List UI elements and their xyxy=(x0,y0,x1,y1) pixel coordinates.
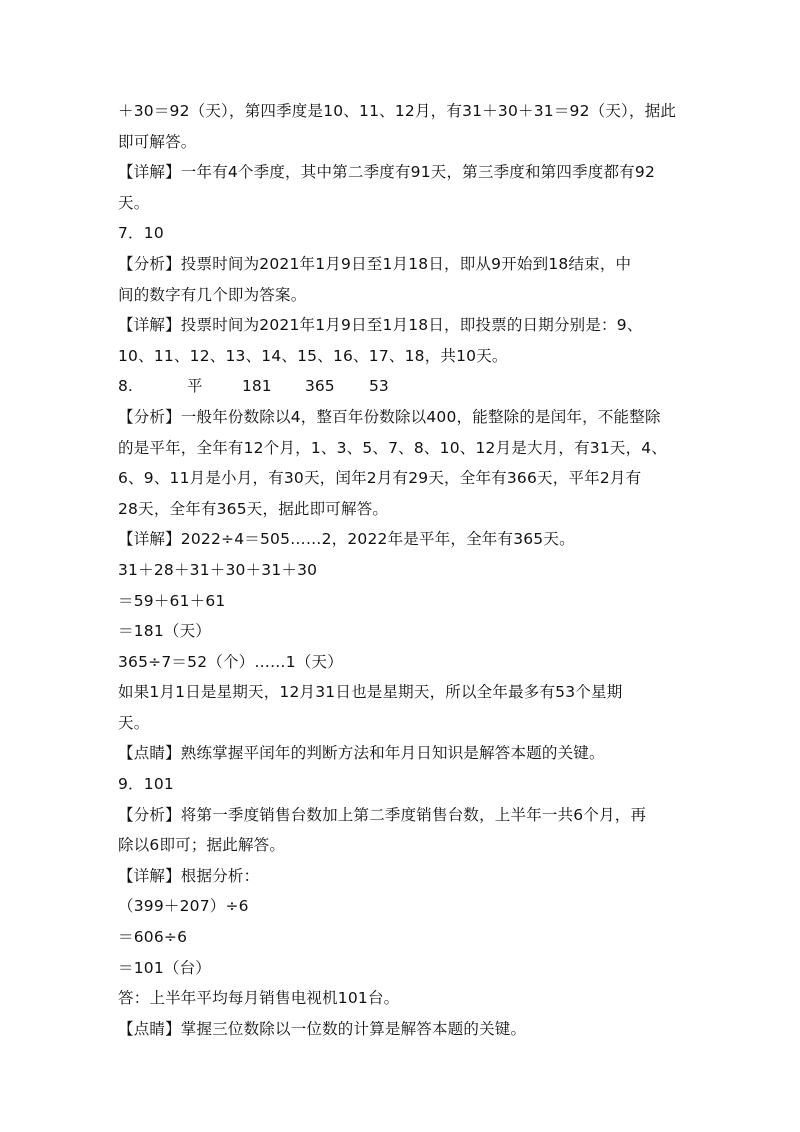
text-line: 天。 xyxy=(118,713,150,732)
question-8-number: 8. xyxy=(118,377,133,396)
equation-line: ＝606÷6 xyxy=(118,928,188,947)
equation-line: 365÷7＝52（个）……1（天） xyxy=(118,652,343,671)
text-line: 28天，全年有365天，据此即可解答。 xyxy=(118,499,389,518)
text-line: 【点睛】掌握三位数除以一位数的计算是解答本题的关键。 xyxy=(118,1019,527,1038)
question-8-answer-2: 181 xyxy=(242,377,272,396)
text-line: 10、11、12、13、14、15、16、17、18，共10天。 xyxy=(118,346,508,365)
text-line: 【分析】将第一季度销售台数加上第二季度销售台数，上半年一共6个月，再 xyxy=(118,805,647,824)
text-line: ＋30＝92（天），第四季度是10、11、12月，有31＋30＋31＝92（天），据此 xyxy=(118,102,677,120)
text-line: 的是平年，全年有12个月，1、3、5、7、8、10、12月是大月，有31天，4、 xyxy=(118,438,668,457)
text-line: 即可解答。 xyxy=(118,132,197,151)
text-line: 【详解】根据分析： xyxy=(118,866,260,885)
text-line: 【详解】2022÷4＝505……2，2022年是平年，全年有365天。 xyxy=(118,530,575,549)
document-content xyxy=(118,96,688,1044)
equation-line: ＝101（台） xyxy=(118,958,211,977)
text-line: 天。 xyxy=(118,193,150,212)
question-7-answer: 7．10 xyxy=(118,224,164,243)
question-9-answer: 9．101 xyxy=(118,775,174,794)
text-line: 【详解】投票时间为2021年1月9日至1月18日，即投票的日期分别是：9、 xyxy=(118,316,643,335)
text-line: 答：上半年平均每月销售电视机101台。 xyxy=(118,989,400,1008)
text-line: 间的数字有几个即为答案。 xyxy=(118,285,307,304)
question-8-answer-4: 53 xyxy=(369,377,389,396)
text-line: 【详解】一年有4个季度，其中第二季度有91天，第三季度和第四季度都有92 xyxy=(118,163,656,182)
equation-line: ＝59＋61＋61 xyxy=(118,591,226,610)
question-8-answer-1: 平 xyxy=(187,377,203,396)
text-line: 【点睛】熟练掌握平闰年的判断方法和年月日知识是解答本题的关键。 xyxy=(118,744,605,763)
text-line: 除以6即可；据此解答。 xyxy=(118,836,286,855)
equation-line: 31＋28＋31＋30＋31＋30 xyxy=(118,560,318,579)
equation-line: ＝181（天） xyxy=(118,622,211,641)
question-8-answer-row xyxy=(118,371,688,402)
equation-line: （399＋207）÷6 xyxy=(118,897,249,916)
text-line: 6、9、11月是小月，有30天，闰年2月有29天，全年有366天，平年2月有 xyxy=(118,469,642,488)
text-line: 【分析】投票时间为2021年1月9日至1月18日，即从9开始到18结束，中 xyxy=(118,254,632,273)
text-line: 【分析】一般年份数除以4，整百年份数除以400，能整除的是闰年，不能整除 xyxy=(118,407,661,426)
question-8-answer-3: 365 xyxy=(305,377,335,396)
text-line: 如果1月1日是星期天，12月31日也是星期天，所以全年最多有53个星期 xyxy=(118,683,623,702)
